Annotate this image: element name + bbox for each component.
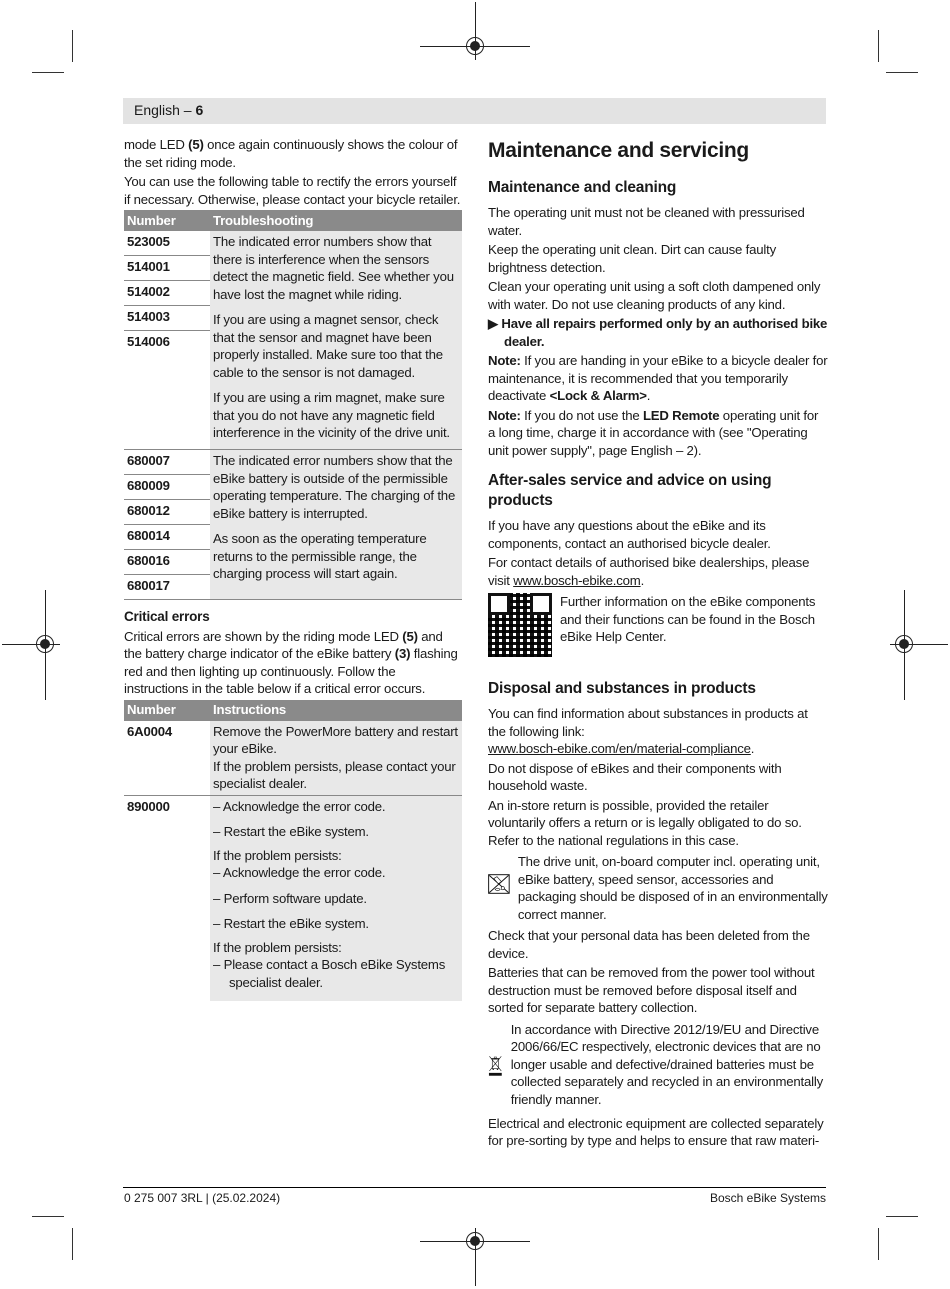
- registration-target-icon: [36, 635, 54, 653]
- paragraph: Check that your personal data has been deleted from the device.: [488, 928, 810, 961]
- instructions-cell: Remove the PowerMore battery and restart your eBike. If the problem persists, please contact your specialist dealer.: [210, 721, 462, 796]
- crop-mark: [878, 30, 879, 62]
- paragraph: Do not dispose of eBikes and their components with household waste.: [488, 760, 782, 793]
- column-header-number: Number: [124, 700, 210, 721]
- help-center-block: [488, 593, 828, 657]
- page-header: [134, 102, 203, 118]
- crop-mark: [72, 30, 73, 62]
- column-header-number: Number: [124, 210, 210, 231]
- error-code: 680009: [124, 475, 210, 500]
- paragraph: An in-store return is possible, provided the retailer voluntarily offers a return or is legally obligated to do so. Refer to the national regulations in this case.: [488, 797, 802, 848]
- paragraph: Keep the operating unit clean. Dirt can cause faulty brightness detection.: [488, 242, 776, 275]
- crop-mark: [72, 1228, 73, 1260]
- table-row: [124, 795, 462, 1001]
- paragraph: You can find information about substances in products at the following link:: [488, 706, 808, 739]
- weee-block: [488, 1021, 828, 1111]
- crop-mark: [886, 1216, 918, 1217]
- paragraph: Electrical and electronic equipment are collected separately for pre-sorting by type and helps to ensure that raw materi-: [488, 1115, 824, 1148]
- error-code: 6A0004: [124, 721, 210, 796]
- left-column: [124, 136, 462, 1001]
- crop-mark: [878, 1228, 879, 1260]
- column-header-instructions: Instructions: [210, 700, 462, 721]
- no-household-waste-icon: [488, 853, 510, 915]
- paragraph: Clean your operating unit using a soft cloth dampened only with water. Do not use cleaning products of any kind.: [488, 279, 821, 312]
- footer-rule: [123, 1187, 826, 1188]
- paragraph: Critical errors are shown by the riding mode LED (5) and the battery charge indicator of the eBike battery (3) flashing red and then lighting up continuously. Follow the instructions in the table below if a critical error occurs.: [124, 628, 458, 696]
- section-heading: Maintenance and cleaning: [488, 179, 677, 196]
- troubleshooting-cell: The indicated error numbers show that there is interference when the sensors detect the magnetic field. See whether you have lost the magnet while riding. If you are using a magnet sensor, check that the sensor and magnet have been properly installed. Make sure too that the cable to the sensor is not damaged. If you are using a rim magnet, make sure that you do not have any magnetic field interference in the vicinity of the drive unit.: [210, 231, 462, 450]
- page-title: Maintenance and servicing: [488, 139, 749, 162]
- crop-mark: [32, 1216, 64, 1217]
- website-link[interactable]: www.bosch-ebike.com: [513, 572, 641, 588]
- error-code: 680007: [124, 450, 210, 475]
- section-heading: Disposal and substances in products: [488, 680, 756, 697]
- header-language: English –: [134, 102, 196, 118]
- registration-target-icon: [466, 1232, 484, 1250]
- paragraph: If you have any questions about the eBike and its components, contact an authorised bicycle dealer.: [488, 518, 771, 551]
- paragraph: The operating unit must not be cleaned with pressurised water.: [488, 205, 805, 238]
- paragraph: For contact details of authorised bike dealerships, please visit www.bosch-ebike.com.: [488, 555, 810, 588]
- warning-note: ▶ Have all repairs performed only by an authorised bike dealer.: [488, 316, 828, 349]
- table-row: [124, 721, 462, 796]
- error-code: 514001: [124, 256, 210, 281]
- paragraph: Further information on the eBike components and their functions can be found in the Bosch eBike Help Center.: [560, 594, 816, 644]
- error-code: 680012: [124, 500, 210, 525]
- header-bar: [123, 98, 826, 124]
- section-heading: After-sales service and advice on using products: [488, 472, 772, 509]
- disposal-block: [488, 853, 828, 923]
- error-code: 523005: [124, 231, 210, 256]
- paragraph: www.bosch-ebike.com/en/material-compliance.: [488, 741, 755, 756]
- registration-target-icon: [466, 37, 484, 55]
- table-row: [124, 231, 462, 256]
- column-header-troubleshooting: Troubleshooting: [210, 210, 462, 231]
- registration-target-icon: [895, 635, 913, 653]
- troubleshooting-cell: The indicated error numbers show that the eBike battery is outside of the permissible operating temperature. The charging of the eBike battery is interrupted. As soon as the operating temperature returns to the permissible range, the charging process will start again.: [210, 450, 462, 600]
- paragraph: In accordance with Directive 2012/19/EU and Directive 2006/66/EC respectively, electronic devices that are no longer usable and defective/drained batteries must be collected separately and recycled in an environmentally friendly manner.: [510, 1021, 823, 1107]
- error-code: 890000: [127, 798, 170, 814]
- section-heading: Critical errors: [124, 609, 210, 624]
- error-code: 514002: [124, 281, 210, 306]
- publisher: Bosch eBike Systems: [709, 1191, 826, 1205]
- qr-code-icon[interactable]: [488, 593, 552, 657]
- note: Note: If you do not use the LED Remote operating unit for a long time, charge it in accordance with (see "Operating unit power supply", page English – 2).: [488, 407, 819, 458]
- paragraph: mode LED (5) once again continuously shows the colour of the set riding mode.: [124, 137, 458, 170]
- instructions-cell: – Acknowledge the error code. – Restart the eBike system. If the problem persists: – Acknowledge the error code. – Perform software update. – Restart the eBike system. If the problem persists: – Please contact a Bosch eBike Systems specialist dealer.: [210, 795, 462, 1001]
- error-code: 514003: [124, 306, 210, 331]
- critical-errors-table: [124, 700, 462, 1002]
- paragraph: Batteries that can be removed from the power tool without destruction must be removed before disposal itself and sorted for separate battery collection.: [488, 965, 815, 1015]
- material-compliance-link[interactable]: www.bosch-ebike.com/en/material-compliance: [488, 741, 751, 756]
- troubleshooting-table: [124, 210, 462, 600]
- note: Note: If you are handing in your eBike to a bicycle dealer for maintenance, it is recommended that you temporarily deactivate <Lock & Alarm>.: [488, 353, 828, 403]
- error-code: 680016: [124, 550, 210, 575]
- right-column: [488, 136, 828, 1152]
- error-code: 680014: [124, 525, 210, 550]
- document-id: 0 275 007 3RL | (25.02.2024): [124, 1191, 281, 1205]
- paragraph: You can use the following table to rectify the errors yourself if necessary. Otherwise, please contact your bicycle retailer.: [124, 174, 461, 207]
- page-number: 6: [195, 102, 204, 118]
- crop-mark: [886, 72, 918, 73]
- error-code: 680017: [124, 575, 210, 600]
- crossed-out-bin-icon: [488, 1021, 503, 1111]
- error-code: 514006: [124, 331, 210, 450]
- table-row: [124, 450, 462, 475]
- paragraph: The drive unit, on-board computer incl. operating unit, eBike battery, speed sensor, accessories and packaging should be disposed of in an environmentally correct manner.: [517, 854, 828, 922]
- crop-mark: [32, 72, 64, 73]
